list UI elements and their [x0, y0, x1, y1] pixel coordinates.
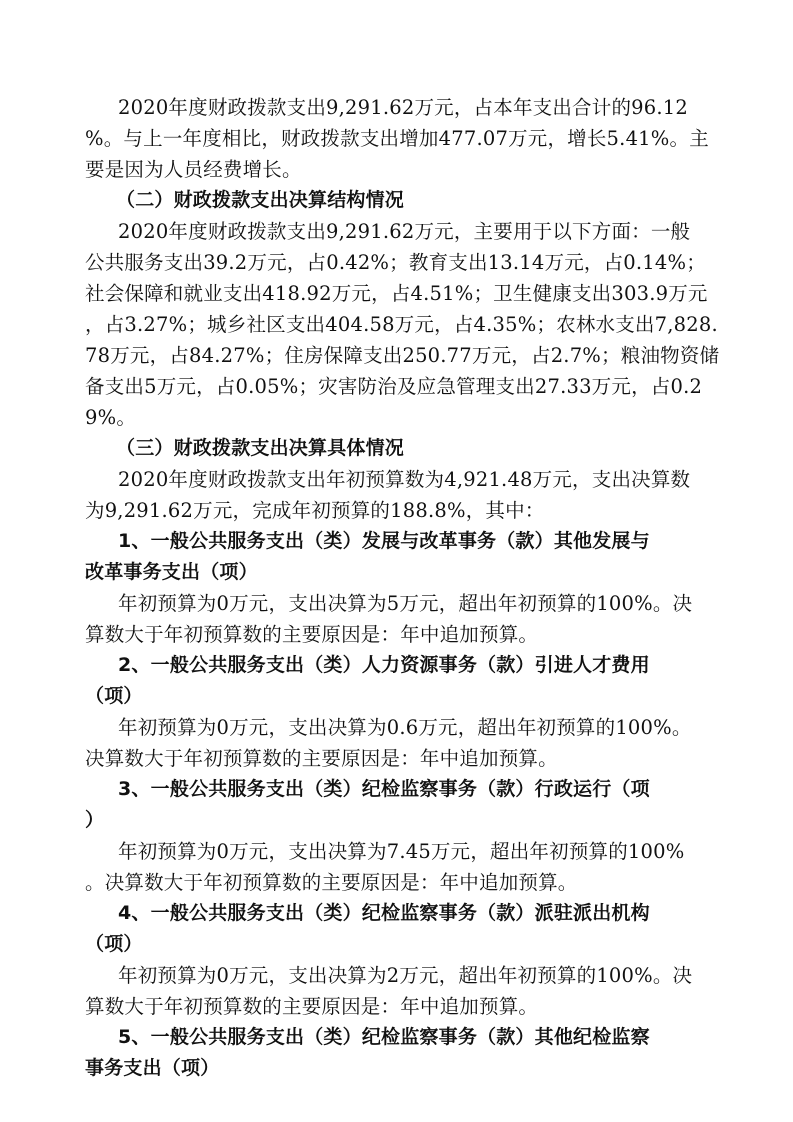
section-heading-line: ）	[85, 809, 105, 831]
paragraph-line: %。与上一年度相比，财政拨款支出增加477.07万元，增长5.41%。主	[85, 127, 709, 150]
paragraph-line: 9%。	[85, 406, 137, 429]
section-heading-line: 改革事务支出（项）	[85, 561, 258, 583]
section-heading-line: （项）	[85, 933, 143, 955]
section-heading-line: （三）财政拨款支出决算具体情况	[116, 437, 405, 459]
paragraph-line: 要是因为人员经费增长。	[85, 158, 302, 181]
paragraph-line: 年初预算为0万元，支出决算为0.6万元，超出年初预算的100%。	[118, 716, 692, 739]
paragraph-line: 备支出5万元，占0.05%；灾害防治及应急管理支出27.33万元，占0.2	[85, 375, 703, 398]
paragraph-line: 年初预算为0万元，支出决算为7.45万元，超出年初预算的100%	[118, 840, 685, 863]
section-heading-line: 1、一般公共服务支出（类）发展与改革事务（款）其他发展与	[118, 530, 650, 552]
paragraph-line: 2020年度财政拨款支出9,291.62万元，占本年支出合计的96.12	[118, 96, 688, 119]
paragraph-line: 年初预算为0万元，支出决算为5万元，超出年初预算的100%。决	[118, 592, 693, 615]
section-heading-line: 事务支出（项）	[85, 1057, 220, 1079]
paragraph-line: 决算数大于年初预算数的主要原因是：年中追加预算。	[85, 747, 558, 770]
section-heading-line: 4、一般公共服务支出（类）纪检监察事务（款）派驻派出机构	[118, 902, 650, 924]
paragraph-line: 78万元，占84.27%；住房保障支出250.77万元，占2.7%；粮油物资储	[85, 344, 720, 367]
paragraph-line: 社会保障和就业支出418.92万元，占4.51%；卫生健康支出303.9万元	[85, 282, 708, 305]
paragraph-line: 年初预算为0万元，支出决算为2万元，超出年初预算的100%。决	[118, 964, 693, 987]
paragraph-line: 2020年度财政拨款支出年初预算数为4,921.48万元，支出决算数	[118, 468, 691, 491]
paragraph-line: 。决算数大于年初预算数的主要原因是：年中追加预算。	[85, 871, 578, 894]
paragraph-line: ，占3.27%；城乡社区支出404.58万元，占4.35%；农林水支出7,828.	[85, 313, 718, 336]
section-heading-line: 2、一般公共服务支出（类）人力资源事务（款）引进人才费用	[118, 654, 650, 676]
section-heading-line: 3、一般公共服务支出（类）纪检监察事务（款）行政运行（项	[118, 778, 650, 800]
document-body	[85, 92, 720, 1084]
paragraph-line: 公共服务支出39.2万元，占0.42%；教育支出13.14万元，占0.14%；	[85, 251, 706, 274]
section-heading-line: 5、一般公共服务支出（类）纪检监察事务（款）其他纪检监察	[118, 1026, 650, 1048]
paragraph-line: 算数大于年初预算数的主要原因是：年中追加预算。	[85, 623, 539, 646]
paragraph-line: 2020年度财政拨款支出9,291.62万元，主要用于以下方面：一般	[118, 220, 691, 243]
section-heading-line: （二）财政拨款支出决算结构情况	[116, 189, 405, 211]
paragraph-line: 算数大于年初预算数的主要原因是：年中追加预算。	[85, 995, 539, 1018]
section-heading-line: （项）	[85, 685, 143, 707]
paragraph-line: 为9,291.62万元，完成年初预算的188.8%，其中：	[85, 499, 545, 522]
